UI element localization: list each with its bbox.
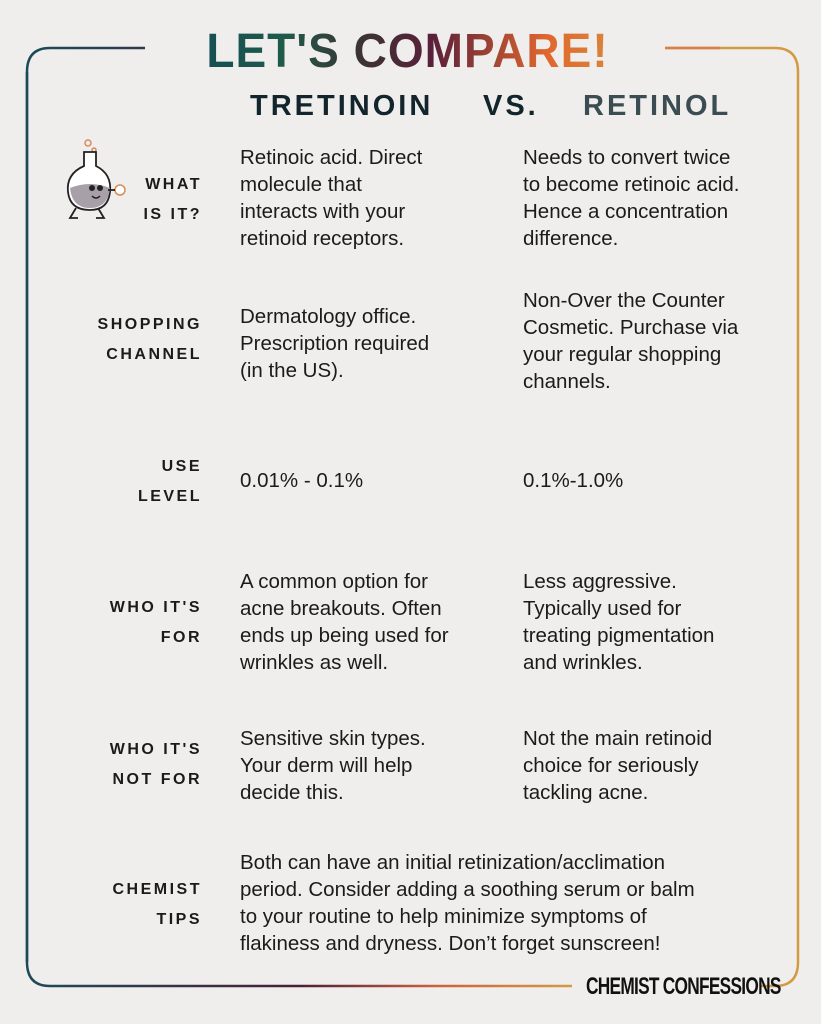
- tretinoin-shopping-channel: Dermatology office. Prescription required (in the US).: [240, 305, 430, 382]
- row-label-who-its-for: WHO IT'S FOR: [109, 599, 202, 646]
- row-label-shopping-channel: SHOPPING CHANNEL: [97, 316, 202, 363]
- tretinoin-use-level: 0.01% - 0.1%: [240, 469, 364, 492]
- retinol-what-is-it: Needs to convert twice to become retinoic acid. Hence a concentration difference.: [523, 146, 740, 250]
- retinol-who-its-for: Less aggressive. Typically used for treating pigmentation and wrinkles.: [523, 570, 715, 674]
- vs-label: VS.: [483, 90, 539, 122]
- chemist-tips-text: Both can have an initial retinization/acclimation period. Consider adding a soothing serum or balm to your routine to help minimize symptoms of flakiness and dryness. Don’t forget sunscreen!: [240, 851, 695, 955]
- tretinoin-what-is-it: Retinoic acid. Direct molecule that interacts with your retinoid receptors.: [240, 146, 423, 250]
- brand-logo: CHEMIST CONFESSIONS: [586, 973, 781, 1000]
- tretinoin-who-its-for: A common option for acne breakouts. Often ends up being used for wrinkles as well.: [240, 570, 449, 674]
- flask-mascot-icon: [62, 138, 132, 226]
- column-header-tretinoin: TRETINOIN: [250, 90, 434, 122]
- row-label-use-level: USE LEVEL: [137, 458, 202, 505]
- row-label-who-its-not-for: WHO IT'S NOT FOR: [109, 741, 202, 788]
- row-label-what-is-it: WHAT IS IT?: [143, 176, 202, 223]
- row-label-chemist-tips: CHEMIST TIPS: [112, 881, 202, 928]
- tretinoin-who-its-not-for: Sensitive skin types. Your derm will help decide this.: [240, 727, 426, 804]
- retinol-who-its-not-for: Not the main retinoid choice for seriously tackling acne.: [523, 727, 713, 804]
- retinol-use-level: 0.1%-1.0%: [523, 469, 624, 492]
- column-header-retinol: RETINOL: [583, 90, 732, 122]
- retinol-shopping-channel: Non-Over the Counter Cosmetic. Purchase via your regular shopping channels.: [523, 289, 739, 393]
- page-title: LET'S COMPARE!: [160, 21, 655, 80]
